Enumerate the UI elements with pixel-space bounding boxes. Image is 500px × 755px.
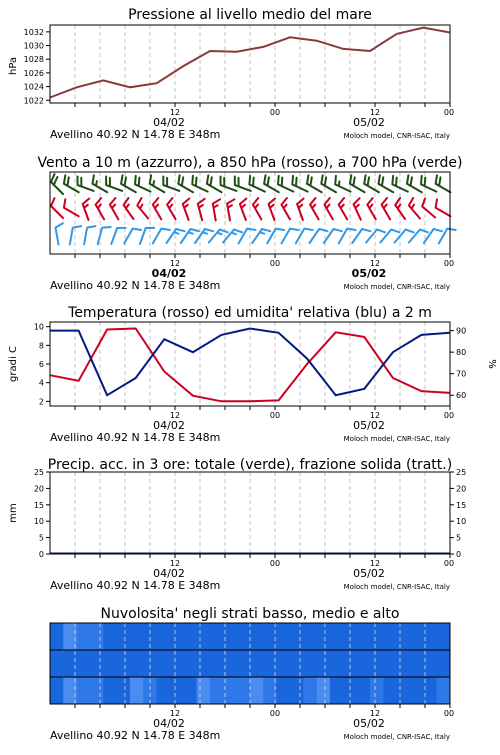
cloud-cell — [437, 623, 451, 650]
wind-barb — [354, 198, 361, 220]
wind-barb — [409, 198, 420, 219]
wind-barb — [364, 175, 379, 192]
wind-barb — [183, 199, 190, 221]
x-tick-label: 12 — [369, 709, 381, 718]
cloud-cell — [383, 623, 397, 650]
y-tick-label-right: 90 — [456, 326, 467, 336]
wind-barb — [198, 199, 205, 220]
cloud-cell — [237, 677, 251, 704]
x-tick-label: 00 — [443, 709, 455, 718]
x-tick-label: 12 — [369, 259, 381, 268]
cloud-cell — [237, 650, 251, 677]
x-date-label: 04/02 — [153, 717, 185, 730]
x-date-label: 05/02 — [353, 419, 385, 432]
x-tick-label: 00 — [269, 709, 281, 718]
wind-barb — [70, 226, 81, 244]
wind-barb — [213, 199, 220, 220]
y-tick-label-right: 0 — [456, 550, 462, 559]
wind-barb — [150, 175, 165, 192]
cloud-cell — [423, 650, 437, 677]
cloud-cell — [197, 677, 211, 704]
pressure-ylabel: hPa — [8, 56, 19, 76]
wind-barb — [83, 199, 90, 221]
cloud-cell — [317, 677, 331, 704]
wind-barb — [111, 228, 125, 244]
y-tick-label: 5 — [38, 533, 44, 543]
cloud-cell — [423, 623, 437, 650]
cloud-cell — [103, 677, 117, 704]
wind-barb — [282, 198, 291, 219]
cloud-cell — [210, 650, 224, 677]
cloud-cell — [117, 650, 131, 677]
cloud-cell — [250, 677, 264, 704]
cloud-cell — [103, 623, 117, 650]
cloud-cell — [183, 677, 197, 704]
cloud-cell — [317, 650, 331, 677]
y-tick-label: 2 — [38, 397, 44, 407]
cloud-cell — [117, 677, 131, 704]
cloud-cell — [223, 650, 237, 677]
cloud-cell — [90, 650, 104, 677]
x-date-label: 05/02 — [353, 116, 385, 129]
cloud-cell — [303, 623, 317, 650]
wind-barb — [153, 198, 162, 219]
cloud-cell — [223, 623, 237, 650]
y-tick-label: 1026 — [23, 68, 44, 78]
cloud-cell — [437, 677, 451, 704]
wind-barb — [436, 175, 451, 192]
cloud-cell — [277, 677, 291, 704]
cloud-cell — [117, 623, 131, 650]
cloud-cell — [157, 650, 171, 677]
cloud-cell — [197, 623, 211, 650]
x-date-label: 05/02 — [353, 567, 385, 580]
y-tick-label: 4 — [38, 378, 44, 388]
wind-barb — [421, 176, 436, 192]
x-tick-label: 00 — [443, 108, 455, 117]
wind-barb — [121, 175, 136, 192]
cloud-cell — [90, 677, 104, 704]
wind-barb — [178, 175, 193, 192]
cloud-cell — [290, 623, 304, 650]
wind-barb — [51, 198, 63, 218]
cloud-cell — [277, 623, 291, 650]
wind-barb — [64, 175, 79, 192]
wind-barb — [227, 199, 234, 220]
cloud-cell — [250, 650, 264, 677]
cloud-cell — [290, 650, 304, 677]
y-tick-label: 25 — [33, 468, 44, 477]
y-tick-label: 1022 — [23, 96, 44, 106]
cloud-cell — [370, 677, 384, 704]
model-credit: Moloch model, CNR-ISAC, Italy — [343, 132, 450, 140]
cloud-cell — [183, 623, 197, 650]
wind-barb — [253, 198, 262, 219]
cloud-cell — [250, 623, 264, 650]
cloud-cell — [130, 623, 144, 650]
wind-barb — [167, 198, 176, 219]
x-tick-label: 00 — [269, 559, 281, 568]
x-date-label: 04/02 — [151, 267, 187, 280]
cloud-cell — [290, 677, 304, 704]
location-label: Avellino 40.92 N 14.78 E 348m — [50, 128, 221, 141]
wind-barb — [339, 198, 348, 219]
x-tick-label: 00 — [269, 411, 281, 420]
cloud-cell — [157, 623, 171, 650]
wind-barb — [249, 176, 265, 192]
wind-barb — [137, 198, 148, 219]
wind-barb — [379, 175, 394, 192]
wind-barb — [110, 198, 119, 219]
cloud-cell — [90, 623, 104, 650]
cloud-cell — [370, 623, 384, 650]
cloud-cell — [50, 677, 64, 704]
precipitation-title: Precip. acc. in 3 ore: totale (verde), frazione solida (tratt.) — [47, 457, 453, 473]
x-date-label: 05/02 — [353, 717, 385, 730]
wind-barb — [56, 223, 63, 244]
wind-barb — [310, 198, 319, 219]
x-tick-label: 12 — [369, 559, 381, 568]
cloud-cell — [383, 650, 397, 677]
cloud-cell — [330, 623, 344, 650]
cloud-cell — [277, 650, 291, 677]
wind-barb — [335, 176, 350, 192]
y-tick-label: 1030 — [23, 41, 44, 51]
y-tick-label: 10 — [33, 517, 44, 527]
x-date-label: 04/02 — [153, 116, 185, 129]
cloud-cell — [410, 623, 424, 650]
wind-barb — [307, 175, 322, 192]
x-date-label: 04/02 — [153, 567, 185, 580]
x-tick-label: 00 — [269, 108, 281, 117]
cloud-cell — [397, 650, 411, 677]
wind-barb — [382, 198, 391, 219]
y-tick-label-right: 20 — [456, 484, 467, 494]
cloud-cell — [210, 677, 224, 704]
cloud-cell — [50, 650, 64, 677]
cloud-panel — [50, 606, 454, 742]
wind-barb — [124, 229, 141, 244]
cloud-cell — [383, 677, 397, 704]
temperature-panel — [8, 305, 497, 444]
cloud-cell — [357, 650, 371, 677]
x-tick-label: 12 — [169, 108, 181, 117]
cloud-cell — [237, 623, 251, 650]
wind-barb — [240, 199, 247, 221]
location-label: Avellino 40.92 N 14.78 E 348m — [50, 579, 221, 592]
cloud-title: Nuvolosita' negli strati basso, medio e alto — [100, 606, 400, 622]
wind-barb — [207, 175, 222, 192]
cloud-cell — [170, 677, 184, 704]
y-tick-label: 8 — [38, 341, 44, 351]
wind-title: Vento a 10 m (azzurro), a 850 hPa (rosso), a 700 hPa (verde) — [37, 155, 463, 171]
cloud-cell — [50, 623, 64, 650]
x-tick-label: 12 — [169, 259, 181, 268]
wind-barb — [321, 175, 336, 192]
wind-barb — [64, 199, 79, 216]
model-credit: Moloch model, CNR-ISAC, Italy — [343, 435, 450, 443]
cloud-cell — [103, 650, 117, 677]
y-tick-label: 1032 — [23, 27, 44, 37]
wind-barb — [324, 198, 333, 219]
cloud-cell — [410, 677, 424, 704]
wind-barb — [106, 177, 122, 191]
x-tick-label: 00 — [443, 411, 455, 420]
cloud-cell — [210, 623, 224, 650]
y-tick-label: 1028 — [23, 55, 44, 65]
x-tick-label: 12 — [169, 411, 181, 420]
x-tick-label: 00 — [443, 559, 455, 568]
wind-barb — [269, 199, 276, 221]
cloud-cell — [303, 650, 317, 677]
wind-panel — [37, 155, 462, 292]
x-tick-label: 12 — [169, 559, 181, 568]
wind-barb — [78, 177, 94, 191]
x-date-label: 05/02 — [351, 267, 387, 280]
y-tick-label: 6 — [38, 360, 44, 369]
cloud-cell — [170, 650, 184, 677]
x-tick-label: 12 — [169, 709, 181, 718]
y-tick-label-right: 25 — [456, 468, 467, 477]
cloud-cell — [77, 677, 91, 704]
y-tick-label: 0 — [38, 550, 44, 559]
precipitation-frame — [50, 472, 450, 554]
y-tick-label-right: 15 — [456, 500, 467, 510]
y-tick-label-right: 5 — [456, 533, 462, 543]
cloud-cell — [130, 650, 144, 677]
cloud-cell — [437, 650, 451, 677]
x-tick-label: 12 — [369, 411, 381, 420]
cloud-cell — [77, 650, 91, 677]
y-tick-label-right: 70 — [456, 369, 467, 379]
pressure-title: Pressione al livello medio del mare — [128, 7, 372, 23]
cloud-cell — [397, 677, 411, 704]
cloud-cell — [317, 623, 331, 650]
wind-barb — [367, 198, 376, 219]
wind-barb — [51, 174, 63, 194]
x-tick-label: 12 — [369, 108, 381, 117]
cloud-cell — [130, 677, 144, 704]
precipitation-panel — [8, 457, 466, 592]
cloud-cell — [197, 650, 211, 677]
cloud-cell — [183, 650, 197, 677]
cloud-cell — [157, 677, 171, 704]
cloud-cell — [303, 677, 317, 704]
cloud-cell — [330, 650, 344, 677]
y-tick-label-right: 80 — [456, 348, 467, 358]
cloud-cell — [357, 623, 371, 650]
wind-barb — [278, 176, 293, 192]
location-label: Avellino 40.92 N 14.78 E 348m — [50, 431, 221, 444]
cloud-cell — [223, 677, 237, 704]
model-credit: Moloch model, CNR-ISAC, Italy — [343, 283, 450, 291]
cloud-cell — [330, 677, 344, 704]
y-tick-label: 15 — [33, 500, 44, 510]
model-credit: Moloch model, CNR-ISAC, Italy — [343, 583, 450, 591]
location-label: Avellino 40.92 N 14.78 E 348m — [50, 279, 221, 292]
y-tick-label: 1024 — [23, 82, 44, 92]
y-tick-label: 20 — [33, 484, 44, 494]
y-tick-label-right: 10 — [456, 517, 467, 527]
wind-barb — [235, 177, 251, 191]
pressure-panel — [8, 7, 454, 141]
cloud-cell — [423, 677, 437, 704]
wind-barb — [84, 226, 95, 244]
x-tick-label: 00 — [443, 259, 455, 268]
wind-barb — [350, 175, 365, 192]
model-credit: Moloch model, CNR-ISAC, Italy — [343, 733, 450, 741]
cloud-cell — [397, 623, 411, 650]
wind-barb — [407, 175, 422, 192]
cloud-cell — [77, 623, 91, 650]
y-tick-label-right: 60 — [456, 391, 467, 401]
wind-barb — [436, 199, 451, 216]
wind-barb — [264, 175, 279, 192]
humidity-ylabel: % — [486, 359, 497, 369]
location-label: Avellino 40.92 N 14.78 E 348m — [50, 729, 221, 742]
cloud-cell — [370, 650, 384, 677]
wind-barb — [422, 199, 435, 218]
wind-barb — [135, 176, 150, 192]
wind-barb — [163, 177, 179, 191]
y-tick-label: 10 — [33, 322, 44, 332]
cloud-cell — [170, 623, 184, 650]
x-tick-label: 00 — [269, 259, 281, 268]
cloud-cell — [410, 650, 424, 677]
cloud-cell — [357, 677, 371, 704]
temperature-ylabel: gradi C — [8, 346, 19, 382]
precipitation-ylabel: mm — [8, 503, 19, 523]
x-date-label: 04/02 — [153, 419, 185, 432]
temperature-title: Temperatura (rosso) ed umidita' relativa (blu) a 2 m — [68, 305, 432, 321]
